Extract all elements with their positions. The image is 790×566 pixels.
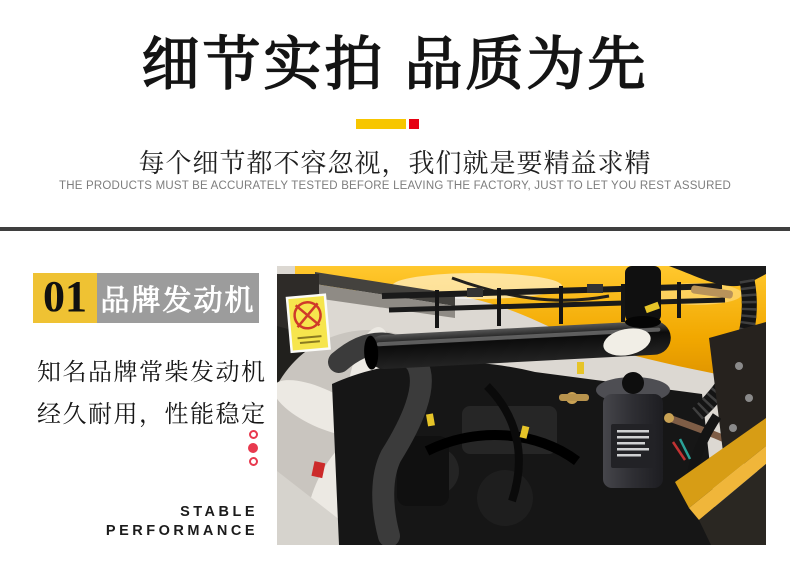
- title-accent-bar: [356, 119, 406, 129]
- feature-description-line1: 知名品牌常柴发动机: [37, 359, 267, 386]
- feature-name: 品牌发动机: [97, 273, 259, 323]
- page-subtitle: 每个细节都不容忽视，我们就是要精益求精: [138, 148, 652, 178]
- page-title: 细节实拍 品质为先: [141, 32, 649, 97]
- tagline-line1: STABLE: [180, 504, 258, 520]
- feature-description-line2: 经久耐用，性能稳定: [37, 401, 267, 428]
- dot-filled-icon: [248, 443, 258, 453]
- page-subtitle-english: THE PRODUCTS MUST BE ACCURATELY TESTED BEFORE LEAVING THE FACTORY, JUST TO LET YOU REST ASSURED: [59, 180, 731, 192]
- warning-sticker-icon: [287, 295, 330, 352]
- fuel-filter: [596, 372, 670, 488]
- engine-photo-illustration: [277, 266, 766, 545]
- air-filter-cylinder: [625, 266, 661, 328]
- tagline-line2: PERFORMANCE: [105, 523, 258, 539]
- title-accent-square: [409, 119, 419, 129]
- engine-photo: [277, 266, 766, 545]
- feature-badge: [33, 273, 259, 323]
- dot-ring-icon: [249, 430, 258, 439]
- feature-number: 01: [33, 273, 97, 323]
- section-divider: [0, 227, 790, 231]
- feature-tagline: [60, 503, 258, 541]
- three-vertical-dots-ornament: [248, 430, 258, 466]
- dot-ring-icon: [249, 457, 258, 466]
